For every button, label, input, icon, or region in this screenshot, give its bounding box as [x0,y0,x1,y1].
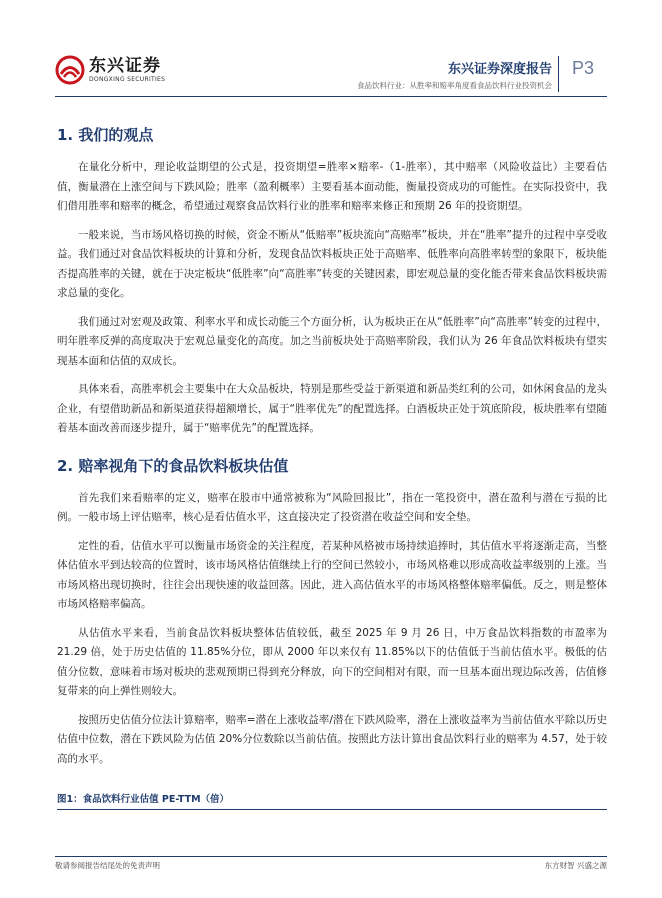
section-2-paragraph: 从估值水平来看，当前食品饮料板块整体估值较低，截至 2025 年 9 月 26 日，中万食品饮料指数的市盈率为 21.29 倍，处于历史估值的 11.85%分位，即从 2000 年以来仅有 11.85%以下的估值低于当前估值水平。极低的估值分位数，意味着市场对板块的悲观预期已得到充分释放，向下的空间相对有限，而一旦基本面出现边际改善，估值修复带来的向上弹性则较大。 [57,626,607,697]
section-1-paragraph: 具体来看，高胜率机会主要集中在大众品板块，特别是那些受益于新渠道和新品类红利的公司，如休闲食品的龙头企业，有望借助新品和新渠道获得超额增长，属于“胜率优先”的配置选择。白酒板块正处于筑底阶段，板块胜率有望随着基本面改善而逐步提升，属于“赔率优先”的配置选择。 [57,383,607,434]
logo-cn-text: 东兴证券 [89,55,161,76]
logo-en-text: DONGXING SECURITIES [89,75,166,83]
report-title: 东兴证券深度报告 [447,62,552,77]
figure-rule [57,809,607,810]
section-1-paragraph: 在量化分析中，理论收益期望的公式是，投资期望=胜率×赔率-（1-胜率），其中赔率（风险收益比）主要看估值，衡量潜在上涨空间与下跌风险；胜率（盈利概率）主要看基本面动能，衡量投资成功的可能性。在实际投资中，我们借用胜率和赔率的概念，希望通过观察食品饮料行业的胜率和赔率来修正和预期 26 年的投资期望。 [57,161,607,212]
figure-caption: 图1：食品饮料行业估值 PE-TTM（倍） [57,794,230,805]
section-1-paragraph: 一般来说，当市场风格切换的时候，资金不断从“低赔率”板块流向“高赔率”板块，并在“胜率”提升的过程中享受收益。我们通过对食品饮料板块的计算和分析，发现食品饮料板块正处于高赔率、低胜率向高胜率转型的象限下，板块能否提高胜率的关键，就在于决定板块“低胜率”向“高胜率”转变的关键因素，即宏观总量的变化能否带来食品饮料板块需求总量的变化。 [57,228,607,299]
page-number: P3 [572,58,595,78]
disclaimer-note: 敬请参阅报告结尾处的免责声明 [55,861,160,870]
header-rule [55,96,607,97]
report-subtitle: 食品饮料行业：从胜率和赔率角度看食品饮料行业投资机会 [357,81,552,90]
report-body [57,124,607,810]
page-header [0,0,662,100]
section-1-paragraph: 我们通过对宏观及政策、利率水平和成长动能三个方面分析，认为板块正在从“低胜率”向“高胜率”转变的过程中，明年胜率反弹的高度取决于宏观总量变化的高度。加之当前板块处于高赔率阶段，我们认为 26 年食品饮料板块有望实现基本面和估值的双成长。 [57,315,607,367]
company-logo [55,55,165,85]
section-1-heading: 1. 我们的观点 [57,126,154,144]
section-2-heading: 2. 赔率视角下的食品饮料板块估值 [57,456,289,475]
section-2-paragraph: 定性的看，估值水平可以衡量市场资金的关注程度，若某种风格被市场持续追捧时，其估值水平将逐渐走高，当整体估值水平到达较高的位置时，该市场风格估值继续上行的空间已然较小，市场风格难以形成高收益率级别的上涨。当市场风格出现切换时，往往会出现快速的收益回落。因此，进入高估值水平的市场风格整体赔率偏低。反之，则是整体市场风格赔率偏高。 [57,539,607,610]
section-2-paragraph: 按照历史估值分位法计算赔率，赔率=潜在上涨收益率/潜在下跌风险率，潜在上涨收益率为当前估值水平除以历史估值中位数，潜在下跌风险为估值 20%分位数除以当前估值。按照此方法计算出食品饮料行业的赔率为 4.57，处于较高的水平。 [57,713,607,765]
page-footer [55,856,607,870]
dongxing-logo-icon [55,55,85,85]
footer-slogan: 东方财智 兴盛之源 [544,861,607,870]
section-2-paragraph: 首先我们来看赔率的定义，赔率在股市中通常被称为“风险回报比”，指在一笔投资中，潜在盈利与潜在亏损的比例。一般市场上评估赔率，核心是看估值水平，这直接决定了投资潜在收益空间和安全垫。 [57,491,607,523]
header-divider [558,56,559,92]
